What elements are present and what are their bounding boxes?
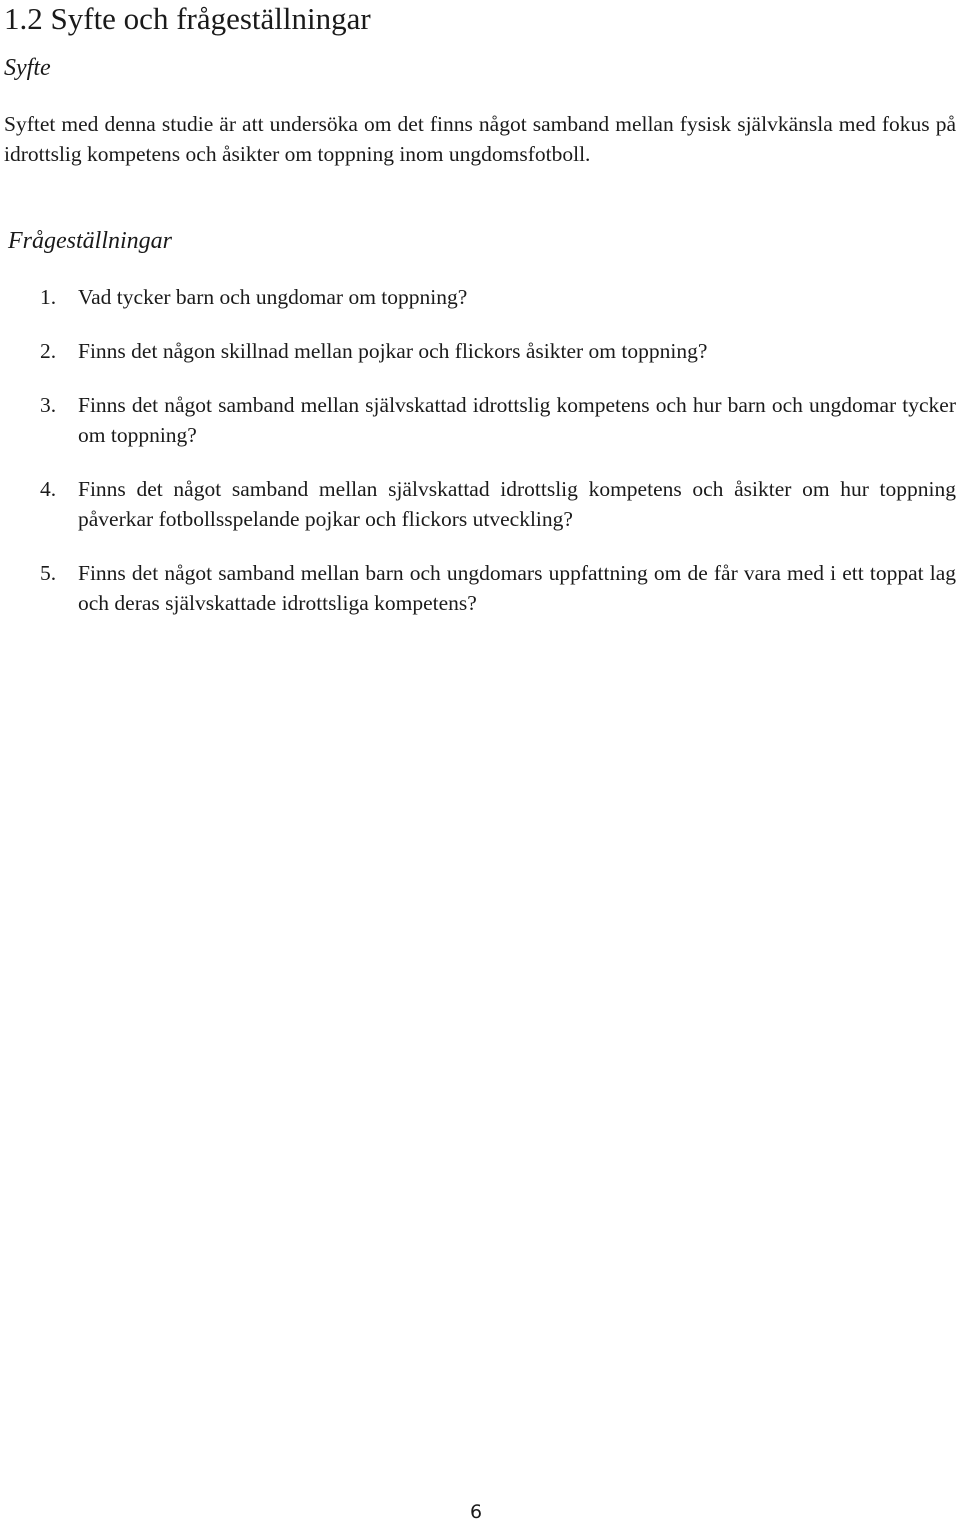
question-item [40,475,956,534]
question-item [40,337,956,367]
question-text: Finns det någon skillnad mellan pojkar och flickors åsikter om toppning? [78,339,708,363]
question-text: Finns det något samband mellan självskattad idrottslig kompetens och åsikter om hur toppning påverkar fotbollsspelande pojkar och flickors utveckling? [78,477,956,531]
question-text: Finns det något samband mellan barn och ungdomars uppfattning om de får vara med i ett toppat lag och deras självskattade idrottsliga kompetens? [78,561,956,615]
question-item [40,283,956,313]
question-number: 1. [40,285,57,309]
question-text: Vad tycker barn och ungdomar om toppning? [78,285,468,309]
question-number: 2. [40,339,57,363]
fragestallningar-heading: Frågeställningar [8,228,173,254]
syfte-paragraph: Syftet med denna studie är att undersöka om det finns något samband mellan fysisk självkänsla med fokus på idrottslig kompetens och åsikter om toppning inom ungdomsfotboll. [4,112,956,166]
question-number: 4. [40,477,57,501]
question-text: Finns det något samband mellan självskattad idrottslig kompetens och hur barn och ungdomar tycker om toppning? [78,393,956,447]
page-number: 6 [470,1501,483,1523]
question-number: 3. [40,393,57,417]
question-item [40,391,956,450]
question-number: 5. [40,561,57,585]
section-heading: 1.2 Syfte och frågeställningar [4,1,371,36]
syfte-heading: Syfte [4,55,51,81]
question-item [40,559,956,618]
